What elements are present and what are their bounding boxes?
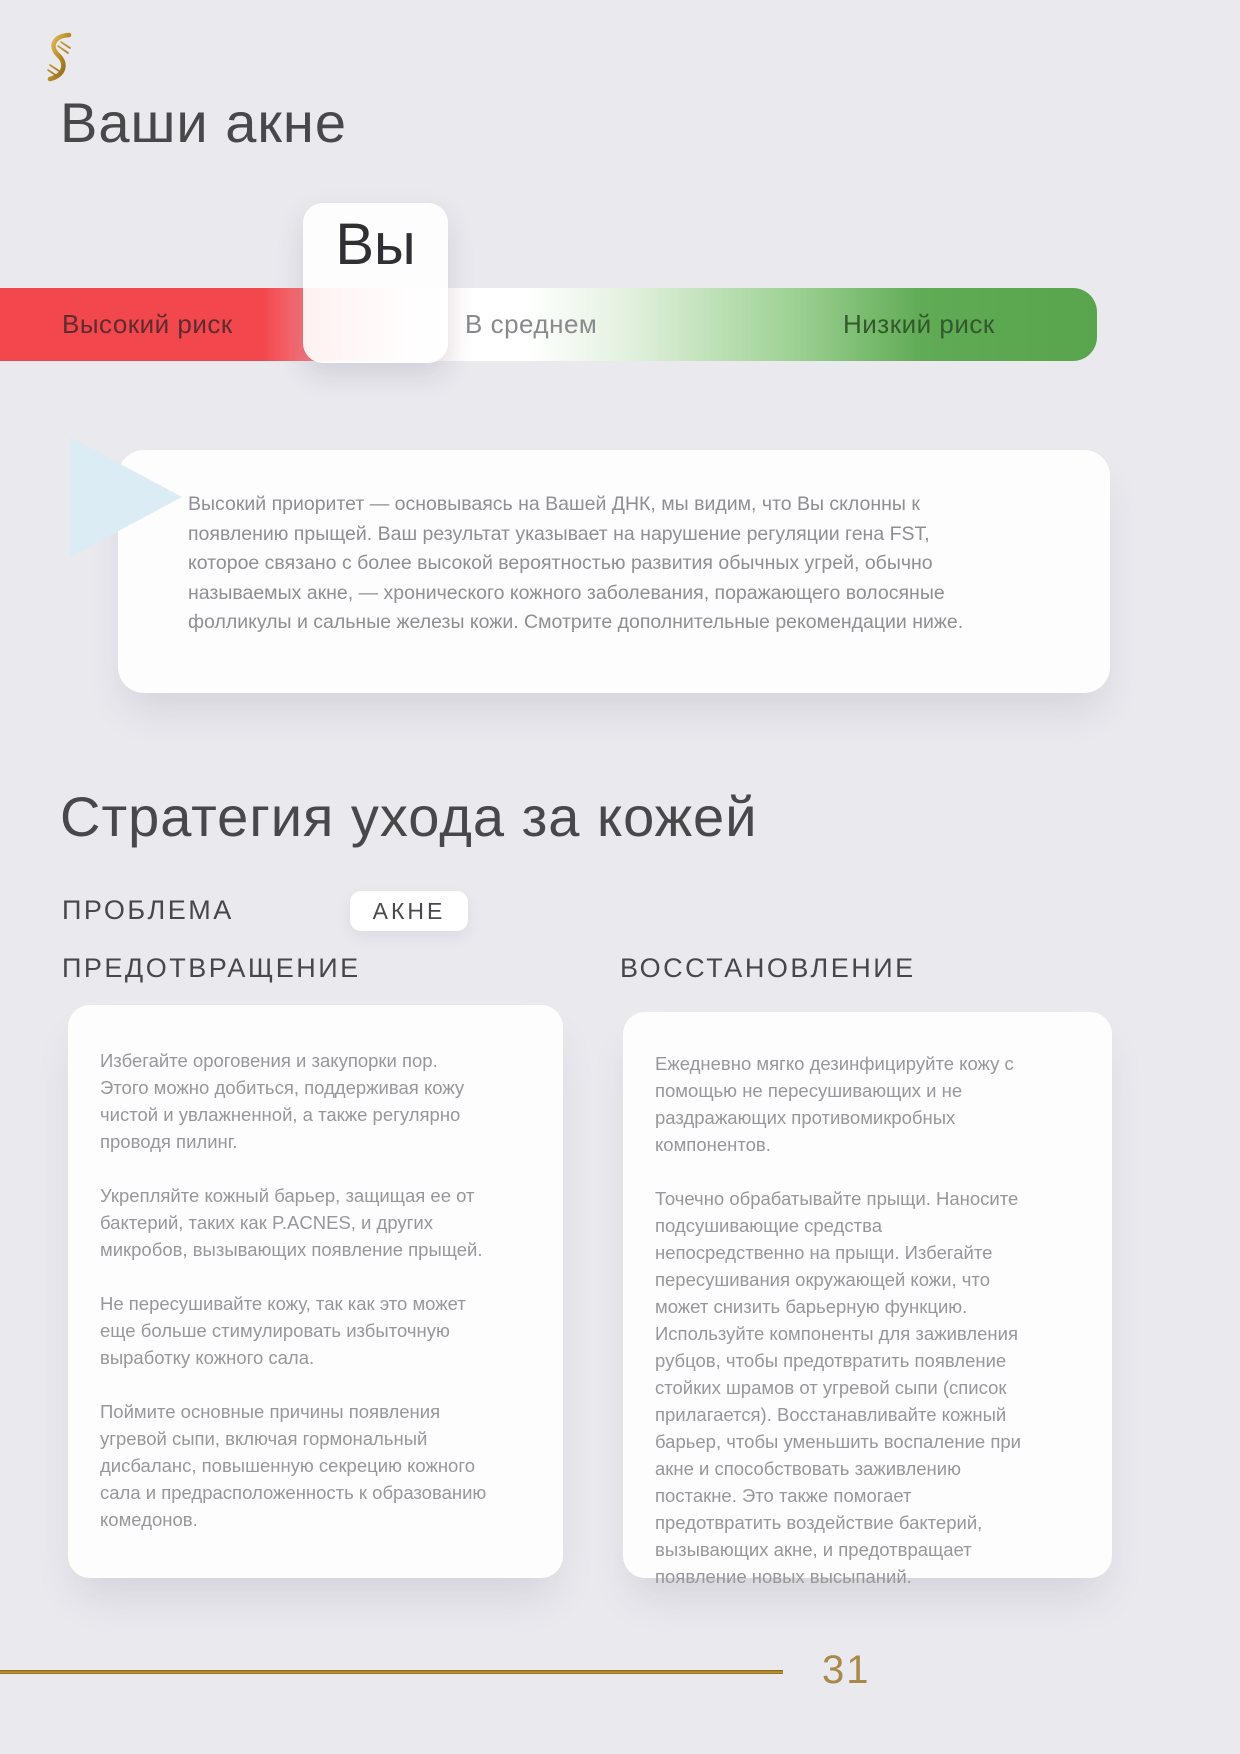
- section-title: Стратегия ухода за кожей: [60, 785, 758, 848]
- page-title: Ваши акне: [60, 91, 347, 154]
- risk-label-high: Высокий риск: [62, 309, 233, 339]
- problem-label: ПРОБЛЕМА: [62, 895, 234, 925]
- dna-helix-icon: [44, 32, 78, 84]
- risk-marker-label: Вы: [335, 212, 416, 277]
- risk-label-low: Низкий риск: [843, 309, 995, 339]
- prevention-card: [68, 1005, 563, 1578]
- restoration-paragraph: Точечно обрабатывайте прыщи. Наносите подсушивающие средства непосредственно на прыщи. Избегайте пересушивания окружающей кожи, что может снизить барьерную функцию. Используйте компоненты для заживления рубцов, чтобы предотвратить появление стойких шрамов от угревой сыпи (список прилагается). Восстанавливайте кожный барьер, чтобы уменьшить воспаление при акне и способствовать заживлению постакне. Это также помогает предотвратить воздействие бактерий, вызывающих акне, и предотвращает появление новых высыпаний.: [655, 1188, 1021, 1587]
- risk-gradient-bar: [0, 288, 1097, 361]
- priority-callout-text: Высокий приоритет — основываясь на Вашей ДНК, мы видим, что Вы склонны к появлению прыщей. Ваш результат указывает на нарушение регуляции гена FST, которое связано с более высокой вероятностью развития обычных угрей, обычно называемых акне, — хронического кожного заболевания, поражающего волосяные фолликулы и сальные железы кожи. Смотрите дополнительные рекомендации ниже.: [188, 493, 964, 633]
- prevention-paragraph: Избегайте ороговения и закупорки пор. Этого можно добиться, поддерживая кожу чистой и увлажненной, а также регулярно проводя пилинг.: [100, 1050, 465, 1152]
- prevention-paragraph: Поймите основные причины появления угревой сыпи, включая гормональный дисбаланс, повышенную секрецию кожного сала и предрасположенность к образованию комедонов.: [100, 1401, 487, 1530]
- prevention-paragraph: Не пересушивайте кожу, так как это может еще больше стимулировать избыточную выработку кожного сала.: [100, 1293, 466, 1368]
- restoration-card: [623, 1012, 1112, 1587]
- page-number: 31: [822, 1648, 871, 1692]
- prevention-paragraph: Укрепляйте кожный барьер, защищая ее от бактерий, таких как P.ACNES, и других микробов, вызывающих появление прыщей.: [100, 1185, 483, 1260]
- restoration-paragraph: Ежедневно мягко дезинфицируйте кожу с помощью не пересушивающих и не раздражающих противомикробных компонентов.: [655, 1053, 1014, 1155]
- column-header-prevention: ПРЕДОТВРАЩЕНИЕ: [62, 953, 361, 983]
- column-header-restoration: ВОССТАНОВЛЕНИЕ: [620, 953, 916, 983]
- risk-label-average: В среднем: [465, 309, 598, 339]
- priority-callout-card: [118, 450, 1110, 693]
- problem-value-badge: АКНЕ: [350, 891, 468, 931]
- footer-divider: [0, 1670, 783, 1674]
- risk-marker-you: [303, 203, 448, 363]
